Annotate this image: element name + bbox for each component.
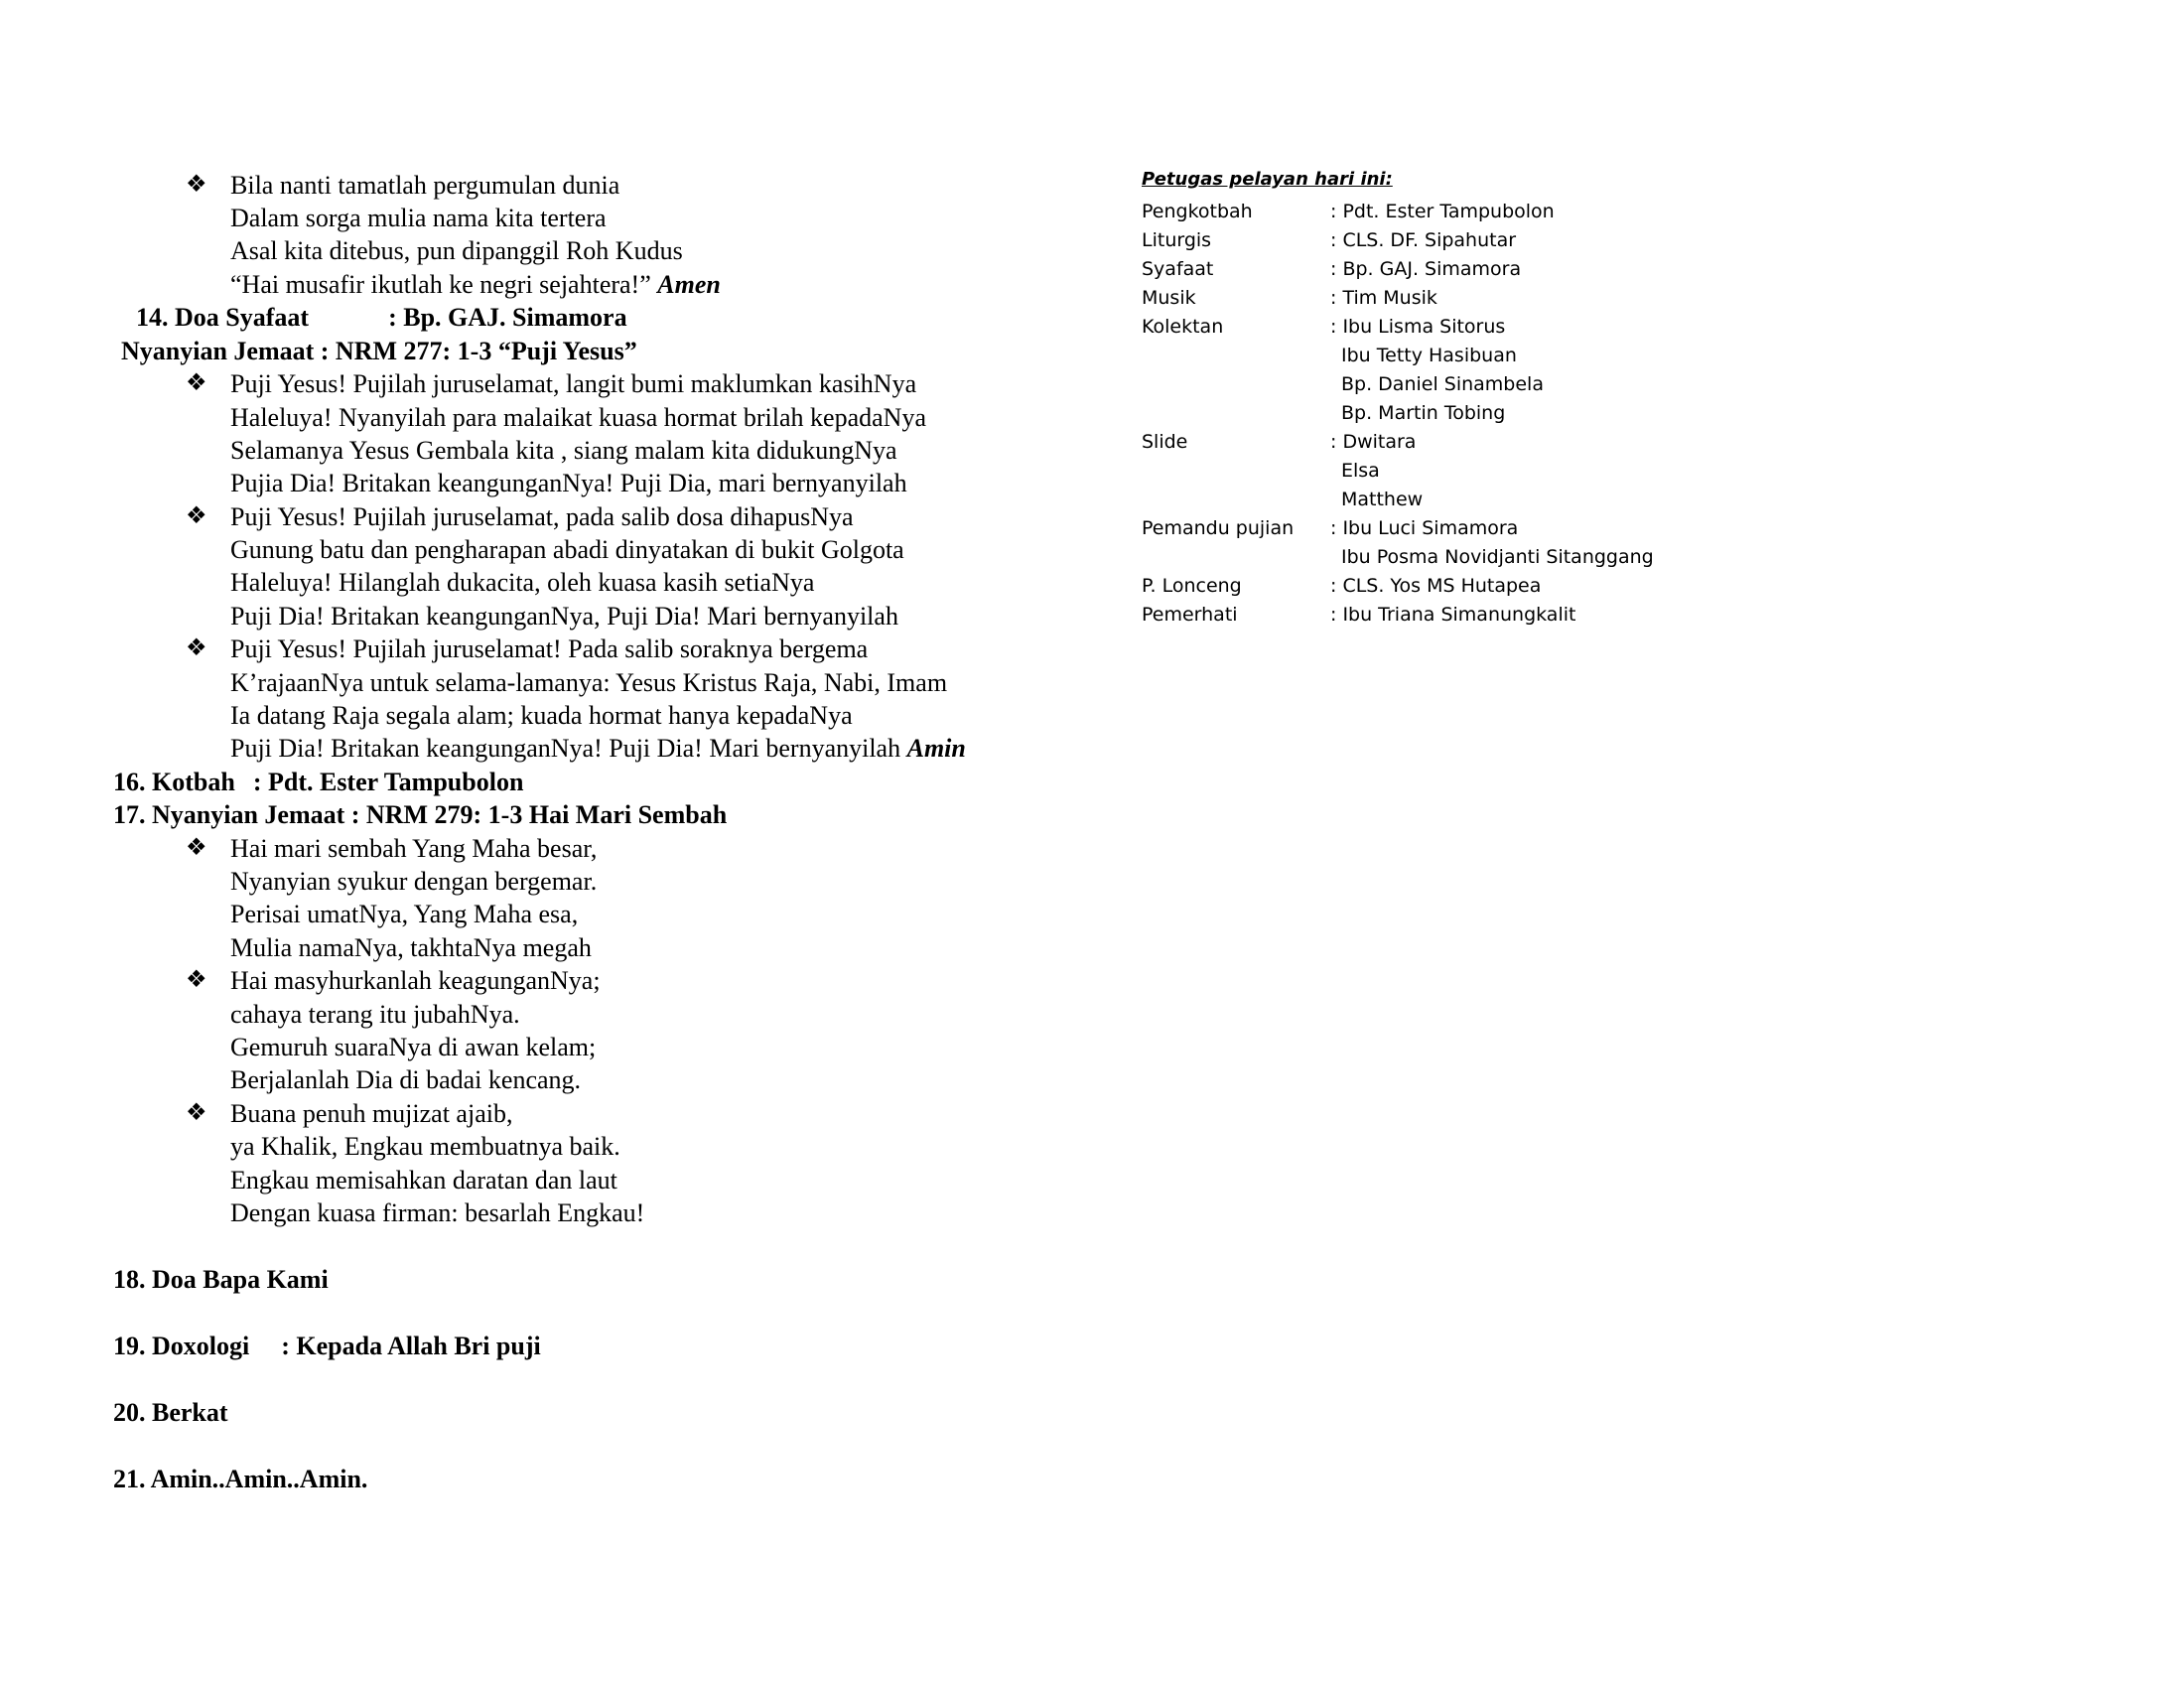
heading-value: : Bp. GAJ. Simamora: [388, 303, 627, 332]
bullet-icon: ❖: [186, 835, 207, 861]
verse-line: Hai masyhurkanlah keagunganNya;: [230, 966, 601, 995]
role-value: : CLS. DF. Sipahutar: [1330, 229, 1517, 251]
heading-value: : Pdt. Ester Tampubolon: [252, 768, 524, 796]
verse-line: Puji Dia! Britakan keangunganNya, Puji Dia! Mari bernyanyilah: [230, 602, 898, 631]
verse-line: Engkau memisahkan daratan dan laut: [230, 1166, 617, 1195]
bullet-icon: ❖: [186, 172, 207, 198]
role-label: Pemerhati: [1142, 604, 1238, 626]
heading-label: 14. Doa Syafaat: [136, 303, 310, 332]
heading-amin: 21. Amin..Amin..Amin.: [113, 1465, 368, 1493]
verse-line: Gemuruh suaraNya di awan kelam;: [230, 1033, 597, 1061]
verse-line: Nyanyian syukur dengan bergemar.: [230, 867, 598, 896]
bullet-icon: ❖: [186, 635, 207, 661]
role-value: : Dwitara: [1330, 431, 1417, 453]
verse-line: Puji Yesus! Pujilah juruselamat! Pada salib soraknya bergema: [230, 634, 869, 663]
bullet-icon: ❖: [186, 370, 207, 396]
hymn-277-title: Nyanyian Jemaat : NRM 277: 1-3 “Puji Yesus”: [121, 337, 637, 365]
role-value: : Tim Musik: [1330, 287, 1437, 309]
role-value-continued: Ibu Tetty Hasibuan: [1341, 345, 1517, 366]
role-value-continued: Bp. Daniel Sinambela: [1341, 373, 1544, 395]
verse-line: cahaya terang itu jubahNya.: [230, 1000, 520, 1029]
role-value-continued: Elsa: [1341, 460, 1380, 482]
verse-line: Asal kita ditebus, pun dipanggil Roh Kudus: [230, 236, 683, 265]
role-value: : CLS. Yos MS Hutapea: [1330, 575, 1542, 597]
verse-line: Puji Yesus! Pujilah juruselamat, pada salib dosa dihapusNya: [230, 502, 854, 531]
role-label: Kolektan: [1142, 316, 1224, 338]
role-label: P. Lonceng: [1142, 575, 1242, 597]
role-value-continued: Bp. Martin Tobing: [1341, 402, 1506, 424]
heading-label: 16. Kotbah: [113, 768, 235, 796]
verse-line: Buana penuh mujizat ajaib,: [230, 1099, 513, 1128]
heading-label: 19. Doxologi: [113, 1332, 250, 1360]
verse-line: ya Khalik, Engkau membuatnya baik.: [230, 1132, 620, 1161]
verse-line: Pujia Dia! Britakan keangunganNya! Puji Dia, mari bernyanyilah: [230, 469, 907, 497]
role-value-continued: Ibu Posma Novidjanti Sitanggang: [1341, 546, 1654, 568]
role-value: : Ibu Luci Simamora: [1330, 517, 1519, 539]
amen-word: Amen: [657, 270, 721, 299]
heading-doa-syafaat: [136, 301, 627, 334]
role-value-continued: Matthew: [1341, 489, 1424, 510]
role-label: Musik: [1142, 287, 1196, 309]
bullet-icon: ❖: [186, 503, 207, 529]
verse-line: Berjalanlah Dia di badai kencang.: [230, 1065, 582, 1094]
verse-line: Hai mari sembah Yang Maha besar,: [230, 834, 598, 863]
verse-line: Mulia namaNya, takhtaNya megah: [230, 933, 592, 962]
verse-line: Ia datang Raja segala alam; kuada hormat hanya kepadaNya: [230, 701, 853, 730]
verse-line: K’rajaanNya untuk selama-lamanya: Yesus Kristus Raja, Nabi, Imam: [230, 668, 948, 697]
heading-doxologi: [113, 1330, 541, 1362]
verse-line: Dalam sorga mulia nama kita tertera: [230, 204, 607, 232]
role-label: Syafaat: [1142, 258, 1214, 280]
verse-line: Perisai umatNya, Yang Maha esa,: [230, 900, 579, 928]
verse-line: [230, 732, 966, 765]
verse-line: Puji Yesus! Pujilah juruselamat, langit bumi maklumkan kasihNya: [230, 369, 917, 398]
role-label: Liturgis: [1142, 229, 1212, 251]
bullet-icon: ❖: [186, 1100, 207, 1126]
role-value: : Ibu Triana Simanungkalit: [1330, 604, 1576, 626]
verse-line: Gunung batu dan pengharapan abadi dinyatakan di bukit Golgota: [230, 535, 904, 564]
officiants-title: Petugas pelayan hari ini:: [1142, 169, 1393, 190]
role-value: : Ibu Lisma Sitorus: [1330, 316, 1506, 338]
amin-word: Amin: [906, 734, 966, 763]
verse-line: Selamanya Yesus Gembala kita , siang malam kita didukungNya: [230, 436, 897, 465]
bullet-icon: ❖: [186, 967, 207, 993]
role-value: : Bp. GAJ. Simamora: [1330, 258, 1522, 280]
verse-line: [230, 268, 721, 301]
verse-text: Puji Dia! Britakan keangunganNya! Puji Dia! Mari bernyanyilah: [230, 734, 901, 763]
heading-berkat: 20. Berkat: [113, 1398, 228, 1427]
verse-line: Haleluya! Nyanyilah para malaikat kuasa hormat brilah kepadaNya: [230, 403, 926, 432]
verse-line: Haleluya! Hilanglah dukacita, oleh kuasa kasih setiaNya: [230, 568, 815, 597]
role-label: Slide: [1142, 431, 1188, 453]
verse-text: “Hai musafir ikutlah ke negri sejahtera!”: [230, 270, 651, 299]
role-label: Pemandu pujian: [1142, 517, 1295, 539]
heading-doa-bapa-kami: 18. Doa Bapa Kami: [113, 1265, 329, 1294]
role-label: Pengkotbah: [1142, 201, 1253, 222]
verse-line: Bila nanti tamatlah pergumulan dunia: [230, 171, 620, 200]
heading-nyanyian-279: 17. Nyanyian Jemaat : NRM 279: 1-3 Hai Mari Sembah: [113, 800, 728, 829]
heading-value: : Kepada Allah Bri puji: [281, 1332, 541, 1360]
role-value: : Pdt. Ester Tampubolon: [1330, 201, 1555, 222]
verse-line: Dengan kuasa firman: besarlah Engkau!: [230, 1198, 645, 1227]
heading-kotbah: [113, 766, 523, 798]
